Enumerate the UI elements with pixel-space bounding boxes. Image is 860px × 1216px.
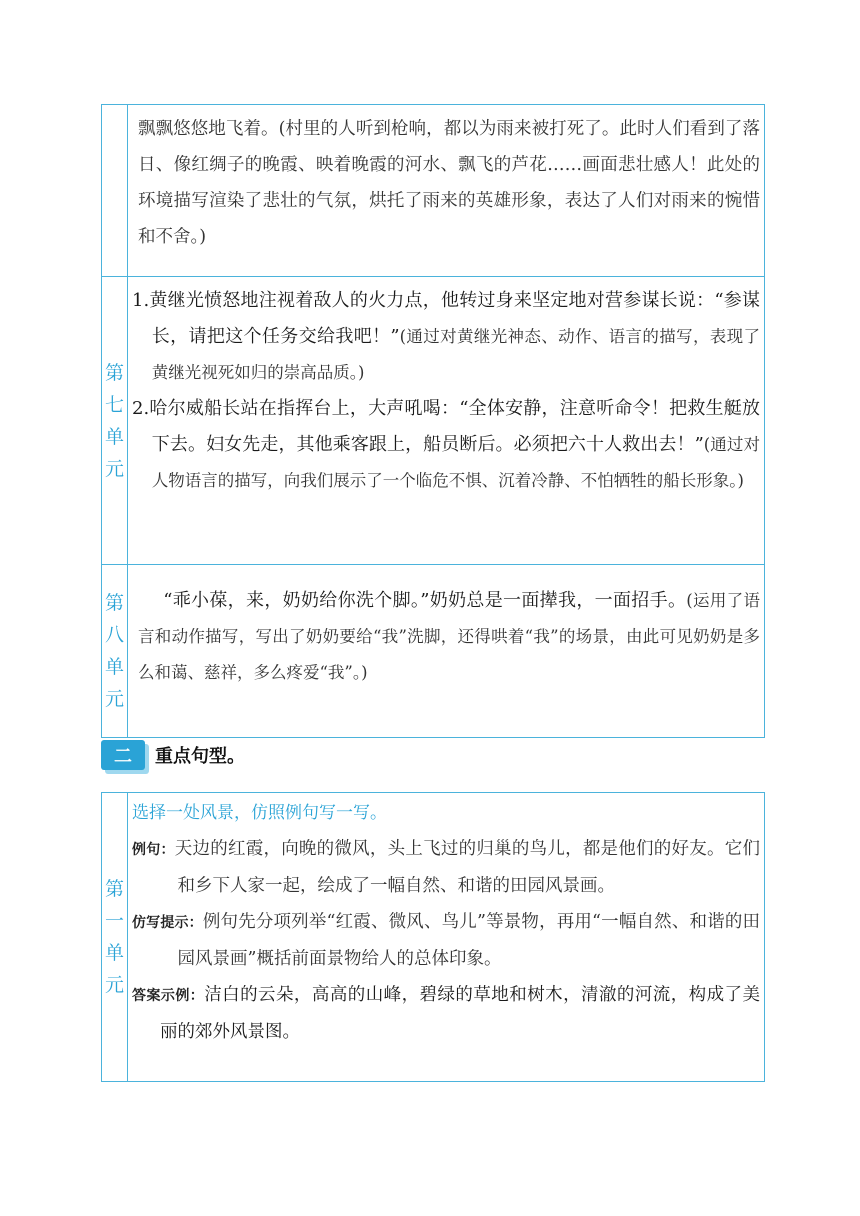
list-item: 2.哈尔威船长站在指挥台上，大声吼喝：“全体安静，注意听命令！把救生艇放下去。妇女先走，其他乘客跟上，船员断后。必须把六十人救出去！”(通过对人物语言的描写，向我们展示了一个临危不惧、沉着冷静、不怕牺牲的船长形象。) (132, 398, 760, 490)
answer-example: 答案示例：洁白的云朵，高高的山峰，碧绿的草地和树木，清澈的河流，构成了美丽的郊外风景图。 (132, 985, 761, 1042)
row-content (128, 277, 764, 564)
table-row (102, 564, 764, 737)
units-table (101, 104, 765, 738)
hint-tag: 仿写提示： (132, 915, 203, 931)
paragraph: 飘飘悠悠地飞着。(村里的人听到枪响，都以为雨来被打死了。此时人们看到了落日、像红绸子的晚霞、映着晚霞的河水、飘飞的芦花……画面悲壮感人！此处的环境描写渲染了悲壮的气氛，烘托了雨来的英雄形象，表达了人们对雨来的惋惜和不舍。) (138, 119, 760, 247)
sentence-table (101, 792, 765, 1082)
example-sentence: 例句：天边的红霞，向晚的微风，头上飞过的归巢的鸟儿，都是他们的好友。它们和乡下人家一起，绘成了一幅自然、和谐的田园风景画。 (132, 839, 761, 896)
list-item: 1.黄继光愤怒地注视着敌人的火力点，他转过身来坚定地对营参谋长说：“参谋长，请把这个任务交给我吧！”(通过对黄继光神态、动作、语言的描写，表现了黄继光视死如归的崇高品质。) (132, 290, 761, 382)
unit-label-blank (102, 105, 128, 276)
row-content (128, 565, 764, 737)
section-heading (101, 738, 245, 772)
section-title: 重点句型。 (155, 746, 245, 767)
paragraph: “乖小葆，来，奶奶给你洗个脚。”奶奶总是一面撵我，一面招手。(运用了语言和动作描写，写出了奶奶要给“我”洗脚，还得哄着“我”的场景，由此可见奶奶是多么和蔼、慈祥，多么疼爱“我”。) (138, 590, 761, 682)
row-content (128, 793, 764, 1081)
unit-label-8: 第 八 单 元 (102, 565, 128, 737)
table-row (102, 793, 764, 1081)
table-row (102, 105, 764, 276)
row-content (128, 105, 764, 276)
section-number-badge: 二 (101, 740, 145, 770)
instruction: 选择一处风景，仿照例句写一写。 (132, 803, 387, 823)
example-tag: 例句： (132, 842, 175, 858)
unit-label-1: 第 一 单 元 (102, 793, 128, 1081)
unit-label-7: 第 七 单 元 (102, 277, 128, 564)
writing-hint: 仿写提示：例句先分项列举“红霞、微风、鸟儿”等景物，再用“一幅自然、和谐的田园风景画”概括前面景物给人的总体印象。 (132, 912, 761, 969)
answer-tag: 答案示例： (132, 988, 205, 1004)
table-row (102, 276, 764, 564)
